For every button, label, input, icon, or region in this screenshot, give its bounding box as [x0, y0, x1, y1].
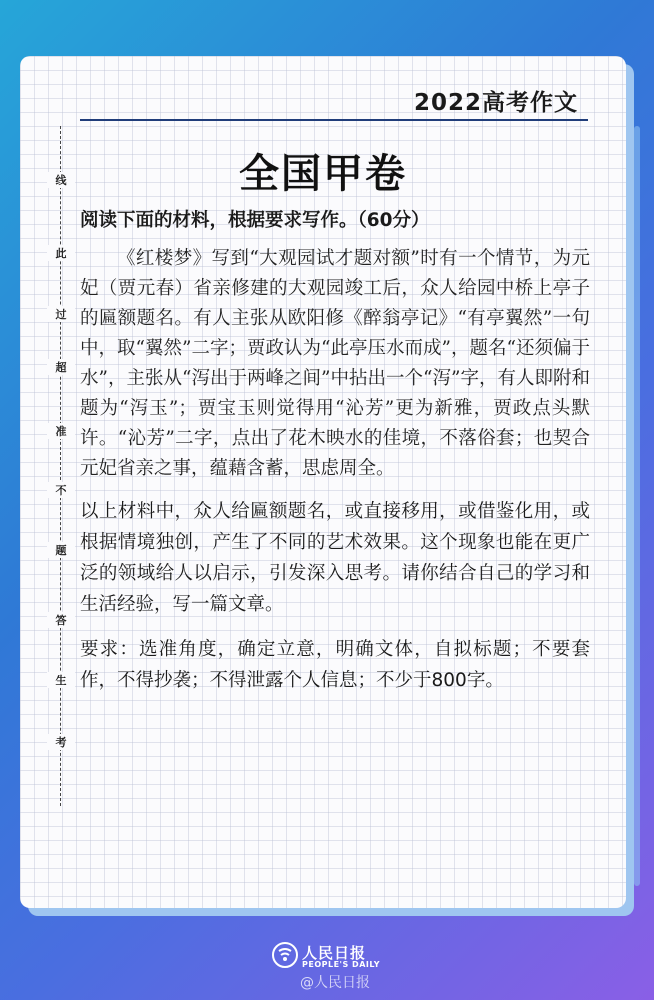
side-char-1: 线 — [47, 172, 75, 188]
side-char-7: 题 — [47, 542, 75, 558]
side-char-10: 考 — [47, 734, 75, 750]
logo-text-en: PEOPLE'S DAILY — [302, 960, 381, 969]
main-title: 全国甲卷 — [239, 151, 407, 197]
header-title: 2022高考作文 — [413, 90, 578, 116]
watermark: @人民日报 — [300, 975, 370, 991]
side-char-4: 超 — [47, 359, 75, 375]
side-char-9: 生 — [47, 672, 75, 688]
content — [80, 206, 590, 696]
instruction: 阅读下面的材料，根据要求写作。（60分） — [80, 210, 430, 231]
requirements-paragraph: 要求：选准角度，确定立意，明确文体，自拟标题；不要套作，不得抄袭；不得泄露个人信息；不少于800字。 — [80, 639, 590, 691]
peoples-daily-logo — [272, 942, 402, 972]
material-paragraph: 《红楼梦》写到“大观园试才题对额”时有一个情节，为元妃（贾元春）省亲修建的大观园竣工后，众人给园中桥上亭子的匾额题名。有人主张从欧阳修《醉翁亭记》“有亭翼然”一句中，取“翼然”二字；贾政认为“此亭压水而成”，题名“还须偏于水”，主张从“泻出于两峰之间”中拈出一个“泻”字，有人即附和题为“泻玉”；贾宝玉则觉得用“沁芳”更为新雅，贾政点头默许。“沁芳”二字，点出了花木映水的佳境，不落俗套；也契合元妃省亲之事，蕴藉含蓄，思虑周全。 — [80, 248, 590, 479]
side-char-8: 答 — [47, 612, 75, 628]
header-rule — [80, 119, 588, 121]
side-char-2: 此 — [47, 245, 75, 261]
side-char-3: 过 — [47, 306, 75, 322]
logo-text-cn: 人民日报 — [302, 944, 367, 962]
peoples-daily-logo-icon — [272, 942, 298, 968]
side-char-6: 不 — [47, 482, 75, 498]
binding-dashed-line — [60, 126, 61, 806]
exam-card — [20, 56, 626, 908]
side-char-5: 准 — [47, 423, 75, 439]
prompt-paragraph: 以上材料中，众人给匾额题名，或直接移用，或借鉴化用，或根据情境独创，产生了不同的艺术效果。这个现象也能在更广泛的领域给人以启示，引发深入思考。请你结合自己的学习和生活经验，写一篇文章。 — [80, 501, 590, 615]
